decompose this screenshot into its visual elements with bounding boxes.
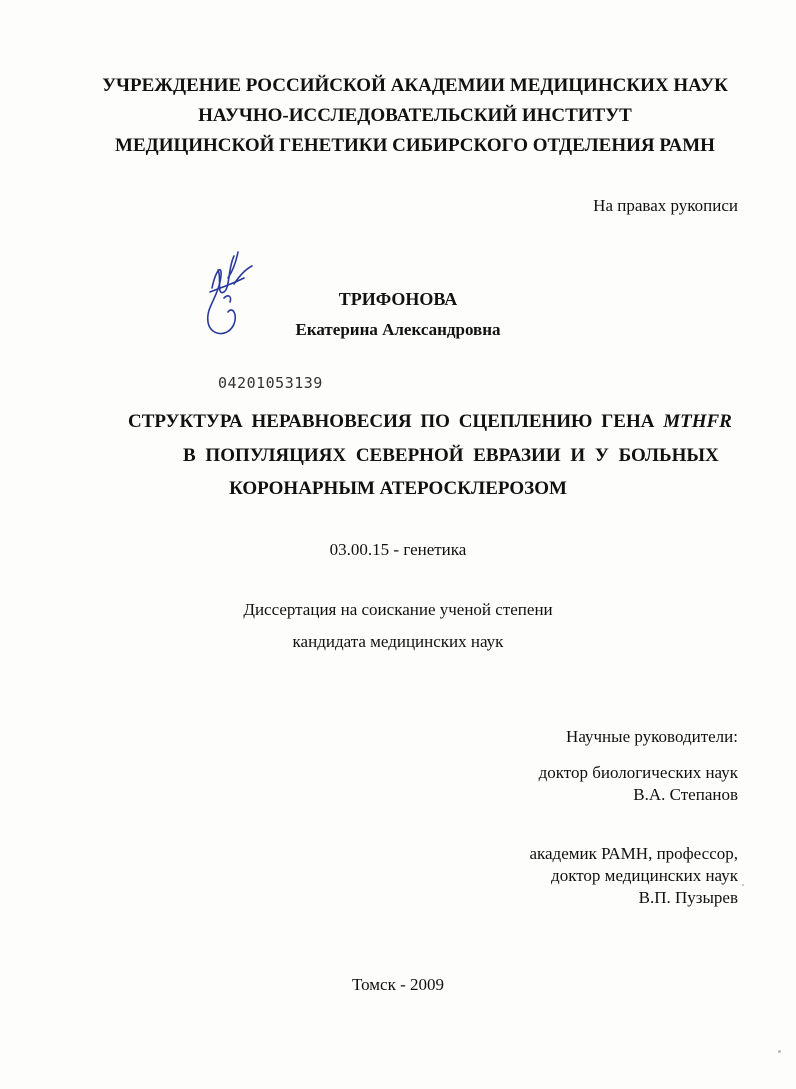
supervisor-1 bbox=[539, 762, 738, 806]
supervisor-2-rank: академик РАМН, профессор, bbox=[529, 844, 738, 863]
scan-speck bbox=[742, 884, 744, 886]
thesis-title-line-2: В ПОПУЛЯЦИЯХ СЕВЕРНОЙ ЕВРАЗИИ И У БОЛЬНЫХ bbox=[183, 445, 719, 466]
title-prefix: СТРУКТУРА НЕРАВНОВЕСИЯ ПО СЦЕПЛЕНИЮ ГЕНА bbox=[128, 411, 664, 432]
gene-name: MTHFR bbox=[663, 411, 732, 432]
supervisor-2-name: В.П. Пузырев bbox=[638, 888, 738, 907]
author-given-names: Екатерина Александровна bbox=[295, 320, 501, 339]
thesis-title-line-3: КОРОНАРНЫМ АТЕРОСКЛЕРОЗОМ bbox=[229, 478, 567, 499]
place-year: Томск - 2009 bbox=[351, 975, 444, 994]
thesis-degree-line-2: кандидата медицинских наук bbox=[292, 632, 504, 651]
author-surname: ТРИФОНОВА bbox=[338, 289, 458, 309]
thesis-title-line-1 bbox=[128, 411, 732, 433]
specialty-code: 03.00.15 - генетика bbox=[329, 540, 467, 559]
thesis-degree-line-1: Диссертация на соискание ученой степени bbox=[243, 600, 553, 619]
supervisor-1-name: В.А. Степанов bbox=[633, 785, 738, 804]
supervisors-heading: Научные руководители: bbox=[566, 727, 738, 746]
institution-line-1: УЧРЕЖДЕНИЕ РОССИЙСКОЙ АКАДЕМИИ МЕДИЦИНСКИХ НАУК bbox=[102, 75, 728, 96]
supervisor-1-degree: доктор биологических наук bbox=[538, 763, 738, 782]
institution-line-3: МЕДИЦИНСКОЙ ГЕНЕТИКИ СИБИРСКОГО ОТДЕЛЕНИЯ РАМН bbox=[115, 135, 715, 156]
rights-note: На правах рукописи bbox=[593, 196, 738, 215]
supervisor-2-degree: доктор медицинских наук bbox=[551, 866, 738, 885]
serial-number-stamp: 04201053139 bbox=[218, 374, 323, 392]
scan-speck bbox=[778, 1050, 781, 1053]
supervisor-2 bbox=[529, 843, 738, 909]
institution-header bbox=[90, 71, 740, 161]
institution-line-2: НАУЧНО-ИССЛЕДОВАТЕЛЬСКИЙ ИНСТИТУТ bbox=[198, 105, 632, 126]
